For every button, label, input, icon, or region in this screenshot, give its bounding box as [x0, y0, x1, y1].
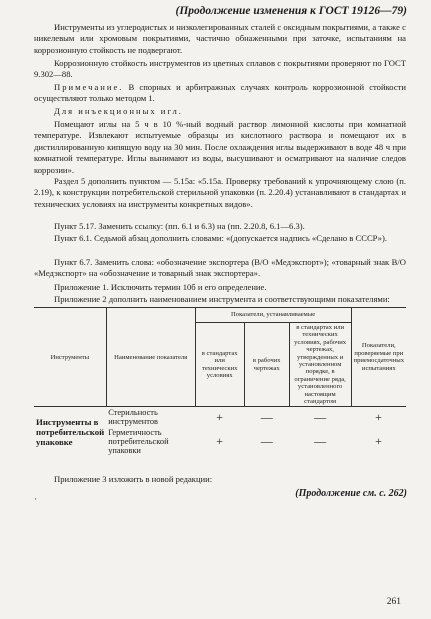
instrument-name: Инструменты в потребительской упаковке	[36, 416, 105, 447]
header-std: в стандартах или технических условиях	[195, 323, 244, 407]
header-indicator: Наименование показателя	[106, 308, 195, 407]
paragraph-2: Коррозионную стойкость инструментов из цветных сплавов с покрытиями проверяют по ГОСТ 9.302—88.	[34, 58, 406, 80]
checked-value: +	[375, 434, 382, 449]
tu-value: —	[314, 434, 327, 449]
paragraph-appendix-2: Приложение 2 дополнить наименованием инструмента и соответствующими показателями:	[54, 294, 390, 304]
drawings-value: —	[260, 434, 273, 449]
std-value: +	[216, 409, 224, 424]
header-established: Показатели, устанавливаемые	[195, 308, 351, 323]
header-checked: Показатели, проверяемые при приемосдаточных испытаниях	[351, 308, 406, 407]
paragraph-5-17: Пункт 5.17. Заменить ссылку: (пп. 6.1 и 6.3) на (пп. 2.20.8, 6.1—6.3).	[54, 221, 305, 231]
paragraph-6-1: Пункт 6.1. Седьмой абзац дополнить словами: «(допускается надпись «Сделано в СССР»).	[54, 233, 387, 243]
page-header: (Продолжение изменения к ГОСТ 19126—79)	[175, 5, 407, 17]
paragraph-needles: Помещают иглы на 5 ч в 10 %-ный водный раствор лимонной кислоты при комнатной температуре. Извлекают испытуемые образцы из кислотного раствора и помещают их в дистиллированную кипящую воду на 30 мин. После охлаждения иглы выдерживают в воде 48 ч при комнатной температуре. Иглы вынимают из воды, высушивают и осматривают на наличие следов коррозии».	[34, 119, 406, 175]
indicator-name: Стерильность инструментов	[108, 408, 158, 427]
header-drawings: в рабочих чертежах	[244, 323, 289, 407]
tu-value: —	[314, 409, 327, 424]
note-paragraph	[34, 82, 406, 105]
header-tu: в стандартах или технических условиях, рабочих чертежах, утвержденных и установленном порядке, в ограничение ряда, установленного настоящим стандартом	[289, 323, 351, 407]
header-instruments: Инструменты	[34, 308, 106, 407]
note-label: Примечание.	[54, 82, 124, 92]
section-subtitle: Для инъекционных игл.	[54, 106, 183, 116]
paragraph-appendix-1: Приложение 1. Исключить термин 10б и его определение.	[54, 282, 267, 292]
std-value: +	[216, 434, 224, 449]
checked-value: +	[375, 409, 382, 424]
page-number: 261	[386, 597, 401, 607]
table-row	[34, 407, 406, 428]
drawings-value: —	[260, 409, 273, 424]
paragraph-6-7: Пункт 6.7. Заменить слова: «обозначение экспортера (В/О «Медэкспорт»); «товарный знак В/О «Медэкспорт» на «обозначение и товарный знак экспортера».	[34, 257, 406, 279]
paragraph-1: Инструменты из углеродистых и низколегированных сталей с оксидным покрытиями, а также с никелевым или хромовым покрытиями, частично обнаженными при заточке, испытаниям на коррозионную стойкость не подвергают.	[34, 22, 406, 55]
indicator-name: Герметичность потребительской упаковки	[108, 428, 169, 456]
paragraph-5-15a: Раздел 5 дополнить пунктом — 5.15а: «5.15а. Проверку требований к упрочняющему слою (п. 2.19), к конструкции потребительской стерильной упаковки (п. 2.20.4) устанавливают в стандартах и технических условиях на инструменты конкретных видов».	[34, 176, 406, 209]
indicators-table	[34, 307, 406, 456]
paragraph-appendix-3: Приложение 3 изложить в новой редакции:	[54, 474, 213, 484]
margin-dot: ·	[34, 494, 37, 504]
note-text: В спорных и арбитражных случаях контроль коррозионной стойкости осуществляют только методом 1.	[34, 82, 406, 104]
continuation-note: (Продолжение см. с. 262)	[295, 488, 407, 499]
